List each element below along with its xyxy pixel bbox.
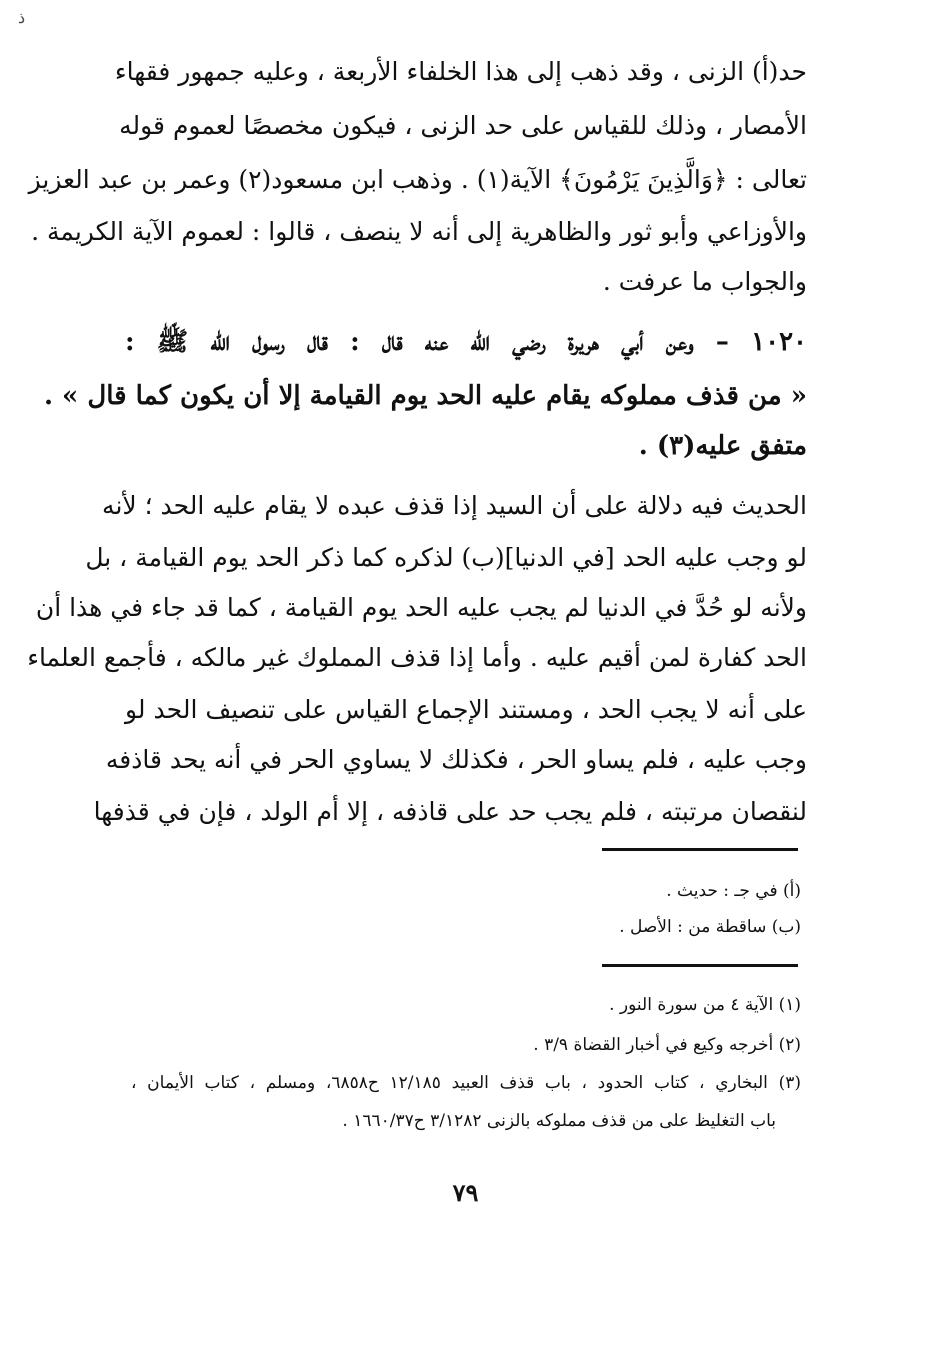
footnote-continuation: باب التغليظ على من قذف مملوكه بالزنى ٣/١٢٨٢ ح١٦٦٠/٣٧ . bbox=[342, 1111, 776, 1131]
body-line: والجواب ما عرفت . bbox=[602, 267, 807, 296]
body-line: تعالى : ﴿وَالَّذِينَ يَرْمُونَ﴾ الآية(١) . وذهب ابن مسعود(٢) وعمر بن عبد العزيز bbox=[28, 165, 807, 194]
footnote: (١) الآية ٤ من سورة النور . bbox=[609, 995, 801, 1015]
body-line: ولأنه لو حُدَّ في الدنيا لم يجب عليه الحد يوم القيامة ، كما قد جاء في هذا أن bbox=[35, 593, 807, 622]
body-line: لنقصان مرتبته ، فلم يجب حد على قاذفه ، إلا أم الولد ، فإن في قذفها bbox=[93, 797, 807, 826]
body-line: على أنه لا يجب الحد ، ومستند الإجماع القياس على تنصيف الحد لو bbox=[125, 695, 807, 724]
footnotes-divider bbox=[602, 964, 798, 967]
hadith-source: متفق عليه(٣) . bbox=[638, 431, 807, 461]
corner-mark: ذ bbox=[18, 8, 26, 27]
variant-note: (ب) ساقطة من : الأصل . bbox=[619, 917, 801, 937]
variant-note: (أ) في جـ : حديث . bbox=[666, 881, 801, 901]
body-line: الحديث فيه دلالة على أن السيد إذا قذف عبده لا يقام عليه الحد ؛ لأنه bbox=[102, 491, 807, 520]
variant-notes-divider bbox=[602, 848, 798, 851]
body-line: لو وجب عليه الحد [في الدنيا](ب) لذكره كما ذكر الحد يوم القيامة ، بل bbox=[85, 543, 807, 572]
body-line: الحد كفارة لمن أقيم عليه . وأما إذا قذف المملوك غير مالكه ، فأجمع العلماء bbox=[27, 643, 807, 672]
page-number: ٧٩ bbox=[452, 1178, 479, 1207]
body-line: والأوزاعي وأبو ثور والظاهرية إلى أنه لا ينصف ، قالوا : لعموم الآية الكريمة . bbox=[31, 217, 807, 246]
footnote: (٣) البخاري ، كتاب الحدود ، باب قذف العبيد ١٢/١٨٥ ح٦٨٥٨، ومسلم ، كتاب الأيمان ، bbox=[131, 1073, 801, 1093]
hadith-line: ١٠٢٠ – وعن أبي هريرة رضي الله عنه قال : قال رسول الله ﷺ : bbox=[125, 327, 807, 357]
footnote: (٢) أخرجه وكيع في أخبار القضاة ٣/٩ . bbox=[533, 1035, 801, 1055]
body-line: حد(أ) الزنى ، وقد ذهب إلى هذا الخلفاء الأربعة ، وعليه جمهور فقهاء bbox=[114, 57, 807, 86]
body-line: وجب عليه ، فلم يساو الحر ، فكذلك لا يساوي الحر في أنه يحد قاذفه bbox=[105, 745, 807, 774]
body-line: الأمصار ، وذلك للقياس على حد الزنى ، فيكون مخصصًا لعموم قوله bbox=[119, 111, 807, 140]
hadith-line: « من قذف مملوكه يقام عليه الحد يوم القيامة إلا أن يكون كما قال » . bbox=[43, 381, 807, 411]
